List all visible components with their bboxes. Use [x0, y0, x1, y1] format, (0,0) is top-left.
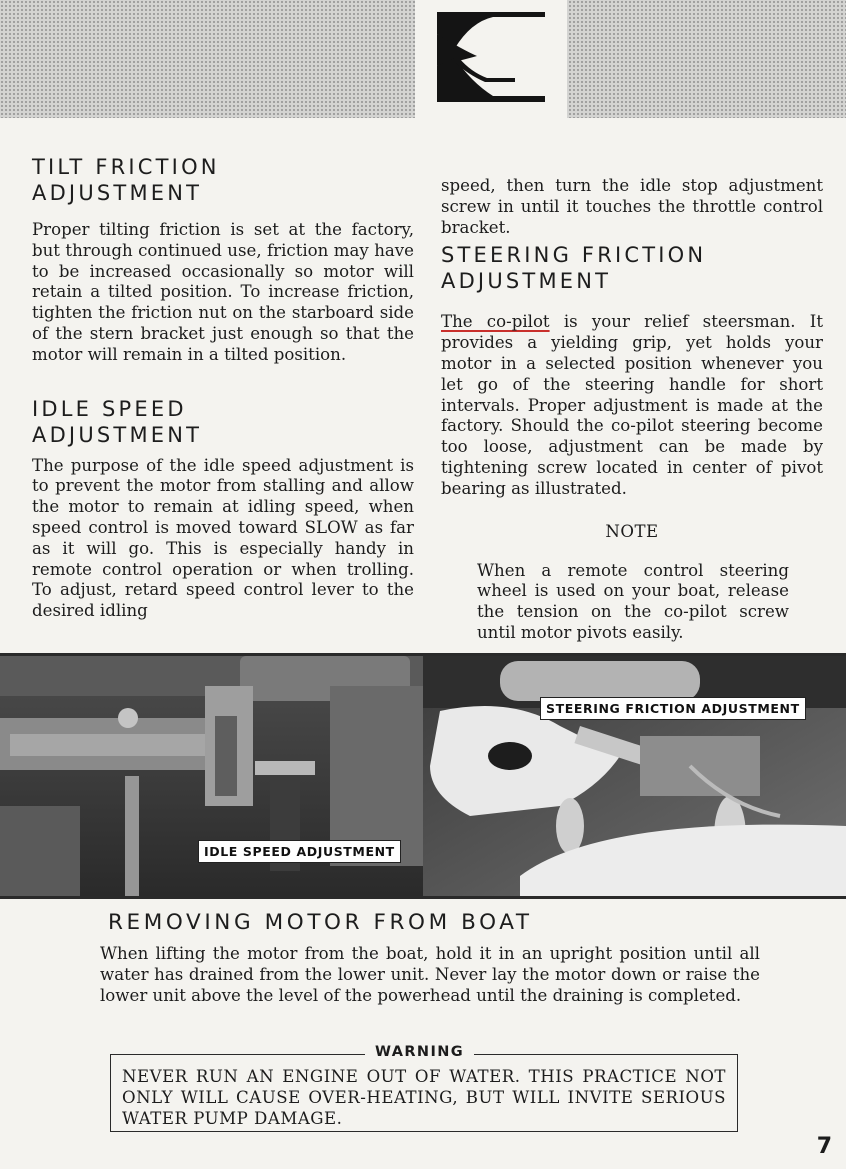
removing-motor-text: When lifting the motor from the boat, hold it in an upright position until all water has drained from the lower unit. Never lay the motor down or raise the lower unit above the level of the powerhead until the draining is completed.: [100, 944, 760, 1005]
warning-text: NEVER RUN AN ENGINE OUT OF WATER. THIS PRACTICE NOT ONLY WILL CAUSE OVER-HEATING, BUT WILL INVITE SERIOUS WATER PUMP DAMAGE.: [122, 1067, 726, 1128]
photo-band: [0, 653, 846, 899]
tilt-friction-heading: [32, 154, 414, 206]
steering-friction-text: [441, 312, 823, 499]
tilt-friction-text: Proper tilting friction is set at the factory, but through continued use, friction may have to be increased occasionally so motor will retain a tilted position. To increase friction, tighten the friction nut on the starboard side of the stern bracket just enough so that the motor will remain in a tilted position.: [32, 220, 414, 364]
steering-text-body: is your relief steersman. It provides a yielding grip, yet holds your motor in a selected position whenever you let go of the steering handle for short intervals. Proper adjustment is made at the factory. Should the co-pilot steering become too loose, adjustment can be made by tightening screw located in center of pivot bearing as illustrated.: [441, 312, 824, 498]
steering-friction-heading: [441, 242, 823, 294]
heading-line: ADJUSTMENT: [32, 422, 203, 447]
right-column: [441, 176, 823, 644]
steering-friction-caption: STEERING FRICTION ADJUSTMENT: [540, 697, 806, 720]
heading-line: STEERING FRICTION: [441, 243, 707, 268]
page-number: 7: [816, 1134, 832, 1159]
note-text: When a remote control steering wheel is used on your boat, release the tension on the co-pilot screw until motor pivots easily.: [477, 560, 789, 642]
heading-line: ADJUSTMENT: [32, 181, 203, 205]
idle-speed-text: The purpose of the idle speed adjustment is to prevent the motor from stalling and allow the motor to remain at idling speed, when speed control is moved toward SLOW as far as it will go. This is especially handy in remote control operation or when trolling. To adjust, retard speed control lever to the desired idling: [32, 455, 414, 621]
removing-motor-heading: REMOVING MOTOR FROM BOAT: [108, 910, 533, 935]
motor-photos-illustration: [0, 656, 846, 896]
left-column: [32, 154, 414, 622]
idle-speed-caption: IDLE SPEED ADJUSTMENT: [198, 840, 401, 863]
heading-line: IDLE SPEED: [32, 396, 187, 421]
warning-label: WARNING: [365, 1044, 474, 1060]
idle-speed-text-continued: speed, then turn the idle stop adjustment screw in until it touches the throttle control bracket.: [441, 176, 823, 237]
co-pilot-highlight: The co-pilot: [441, 312, 550, 332]
removing-motor-section: [100, 910, 760, 1006]
heading-line: ADJUSTMENT: [441, 269, 612, 294]
heading-line: TILT FRICTION: [32, 155, 220, 179]
brand-logo-icon: [415, 0, 567, 118]
idle-speed-heading: [32, 396, 414, 448]
note-title: NOTE: [605, 521, 659, 541]
